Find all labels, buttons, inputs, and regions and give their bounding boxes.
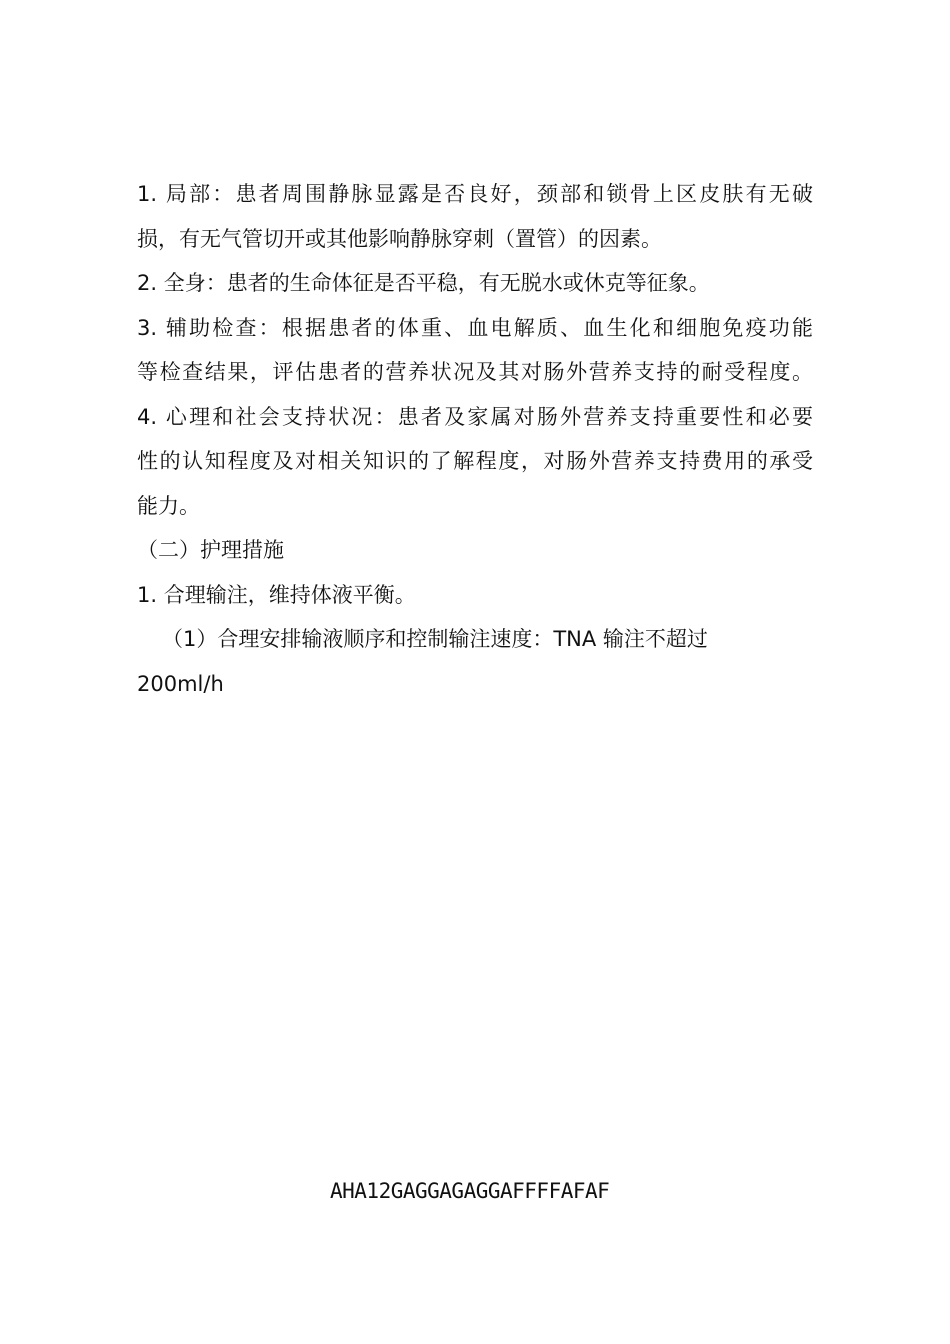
text-line-assessment-psychosocial-cont: 性的认知程度及对相关知识的了解程度，对肠外营养支持费用的承受 bbox=[137, 449, 813, 473]
text-line-measure-1-sub-1: （1）合理安排输液顺序和控制输注速度：TNA 输注不超过 bbox=[162, 627, 708, 651]
text-line-assessment-local-cont: 损，有无气管切开或其他影响静脉穿刺（置管）的因素。 bbox=[137, 226, 662, 251]
text-line-assessment-psychosocial-end: 能力。 bbox=[137, 493, 200, 518]
document-body bbox=[137, 172, 813, 706]
text-line-assessment-auxiliary-cont: 等检查结果，评估患者的营养状况及其对肠外营养支持的耐受程度。 bbox=[137, 360, 813, 384]
footer-code: AHA12GAGGAGAGGAFFFFAFAF bbox=[330, 1179, 610, 1203]
text-line-assessment-systemic: 2. 全身：患者的生命体征是否平稳，有无脱水或休克等征象。 bbox=[137, 271, 710, 295]
section-heading-nursing-measures: （二）护理措施 bbox=[137, 538, 284, 562]
text-line-assessment-auxiliary: 3. 辅助检查：根据患者的体重、血电解质、血生化和细胞免疫功能 bbox=[137, 315, 813, 340]
text-line-assessment-local: 1. 局部：患者周围静脉显露是否良好，颈部和锁骨上区皮肤有无破 bbox=[137, 182, 813, 206]
text-line-assessment-psychosocial: 4. 心理和社会支持状况：患者及家属对肠外营养支持重要性和必要 bbox=[137, 404, 813, 429]
text-line-measure-1: 1. 合理输注，维持体液平衡。 bbox=[137, 582, 416, 607]
text-line-measure-1-sub-1-cont: 200ml/h bbox=[137, 671, 224, 696]
